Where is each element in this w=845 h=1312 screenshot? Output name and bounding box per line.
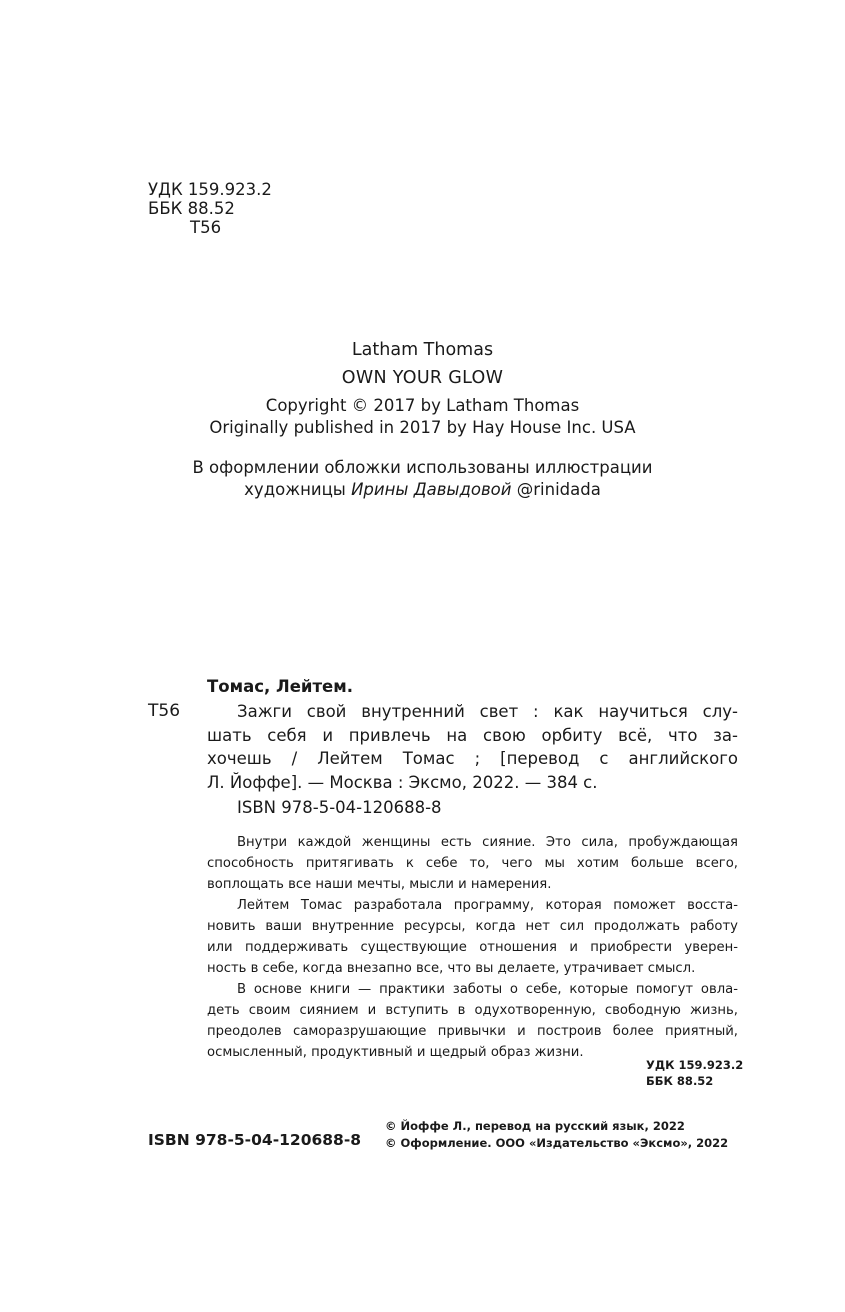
design-copyright: © Оформление. ООО «Издательство «Эксмо», 2022 (385, 1136, 729, 1150)
bbk-code: ББК 88.52 (148, 199, 235, 218)
udk-code: УДК 159.923.2 (148, 180, 272, 199)
description-line: хочешь / Лейтем Томас ; [перевод с английского (207, 749, 738, 768)
bottom-bbk: ББК 88.52 (646, 1074, 714, 1088)
cover-credit-line2 (0, 479, 845, 501)
copyright-line: Copyright © 2017 by Latham Thomas (265, 396, 580, 415)
translation-copyright: © Йоффе Л., перевод на русский язык, 2022 (385, 1119, 685, 1133)
annotation-line: или поддерживать существующие отношения и приобрести уверен- (207, 940, 738, 955)
annotation-line: преодолев саморазрушающие привычки и построив более приятный, (207, 1024, 738, 1039)
original-copyright (0, 395, 845, 439)
record-description (207, 700, 738, 794)
bottom-classification (646, 1057, 743, 1089)
record-author: Томас, Лейтем. (207, 677, 353, 696)
original-title: OWN YOUR GLOW (341, 368, 504, 388)
published-line: Originally published in 2017 by Hay House Inc. USA (209, 418, 636, 437)
artist-name: Ирины Давыдовой (351, 480, 512, 499)
description-line: Зажги свой внутренний свет : как научиться слу- (237, 702, 738, 721)
cover-credit-line1: В оформлении обложки использованы иллюстрации (192, 458, 653, 477)
bottom-udk: УДК 159.923.2 (646, 1058, 744, 1072)
annotation-line: деть своим сиянием и вступить в одухотворенную, свободную жизнь, (207, 1003, 738, 1018)
classification-block (148, 180, 272, 237)
annotation-line: Внутри каждой женщины есть сияние. Это сила, пробуждающая (237, 835, 738, 850)
copyright-notices (385, 1118, 728, 1152)
annotation-line: новить ваши внутренние ресурсы, когда нет сил продолжать работу (207, 919, 738, 934)
cover-credit (0, 457, 845, 501)
bottom-isbn: ISBN 978-5-04-120688-8 (148, 1131, 362, 1149)
annotation-line: Лейтем Томас разработала программу, которая поможет восста- (237, 898, 738, 913)
description-line: шать себя и привлечь на свою орбиту всё, что за- (207, 725, 738, 745)
description-line: Л. Йоффе]. — Москва : Эксмо, 2022. — 384 с. (207, 772, 598, 792)
annotation-line: воплощать все наши мечты, мысли и намерения. (207, 877, 552, 892)
annotation-line: В основе книги — практики заботы о себе, которые помогут овла- (237, 982, 738, 997)
annotation (207, 832, 738, 1063)
annotation-paragraph (207, 895, 738, 979)
author-mark: Т56 (190, 218, 222, 237)
annotation-line: способность притягивать к себе то, чего мы хотим больше всего, (207, 856, 738, 871)
record-isbn: ISBN 978-5-04-120688-8 (237, 798, 442, 817)
original-author: Latham Thomas (351, 340, 494, 360)
cover-credit-prefix: художницы (244, 480, 352, 499)
annotation-paragraph (207, 979, 738, 1063)
annotation-line: осмысленный, продуктивный и щедрый образ жизни. (207, 1045, 584, 1060)
annotation-line: ность в себе, когда внезапно все, что вы делаете, утрачивает смысл. (207, 961, 696, 976)
artist-handle: @rinidada (511, 480, 601, 499)
record-code: Т56 (148, 701, 181, 721)
annotation-paragraph (207, 832, 738, 895)
